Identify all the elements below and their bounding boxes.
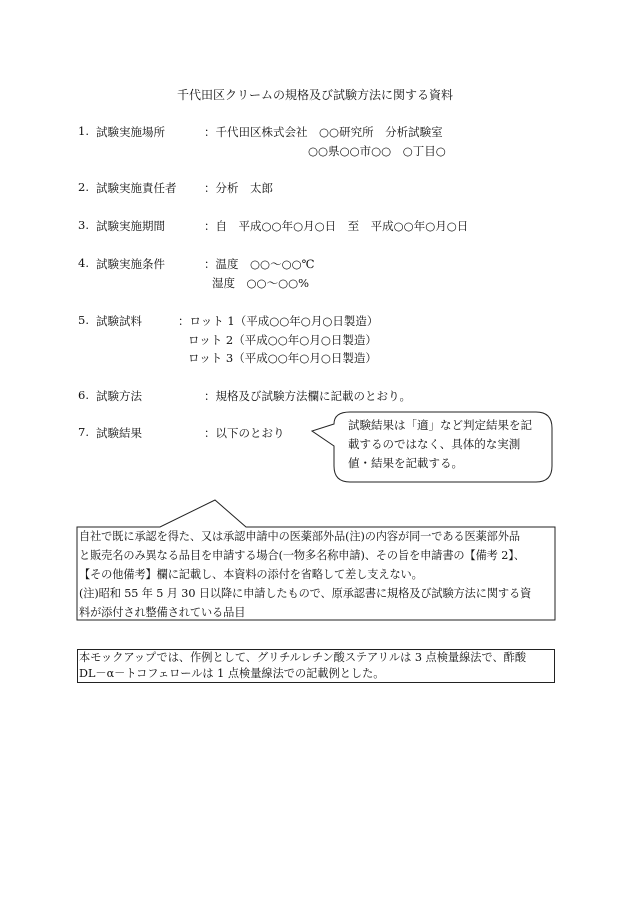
note-line: 料が添付され整備されている品目 bbox=[79, 606, 246, 619]
note-line: 自社で既に承認を得た、又は承認申請中の医薬部外品(注)の内容が同一である医薬部外品 bbox=[79, 530, 520, 543]
item-number: 5. bbox=[78, 313, 89, 327]
item-label: 試験結果 bbox=[96, 426, 142, 440]
item-value: ：以下のとおり bbox=[204, 426, 285, 440]
item-label: 試験方法 bbox=[96, 389, 142, 403]
item-number: 6. bbox=[78, 388, 89, 402]
item-value: ：規格及び試験方法欄に記載のとおり。 bbox=[204, 389, 411, 403]
note-text bbox=[79, 527, 555, 622]
item-label: 試験実施条件 bbox=[96, 257, 165, 271]
item-value: ：分析 太郎 bbox=[204, 181, 273, 195]
callout-text bbox=[348, 416, 548, 473]
item-number: 4. bbox=[78, 256, 89, 270]
item-value: ○○県○○市○○ ○丁目○ bbox=[308, 144, 446, 158]
item-number: 1. bbox=[78, 124, 89, 138]
mockup-note-line: 本モックアップでは、作例として、グリチルレチン酸ステアリルは 3 点検量線法で、酢酸 bbox=[79, 651, 527, 664]
item-label: 試験実施場所 bbox=[96, 125, 165, 139]
callout-line: 載するのではなく、具体的な実測 bbox=[348, 437, 521, 451]
item-value: ：ロット 1（平成○○年○月○日製造） bbox=[178, 314, 379, 328]
item-value: ロット 2（平成○○年○月○日製造） bbox=[188, 333, 377, 347]
item-value: 湿度 ○○～○○% bbox=[212, 276, 310, 290]
callout-line: 値・結果を記載する。 bbox=[348, 456, 463, 470]
note-line: (注)昭和 55 年 5 月 30 日以降に申請したもので、原承認書に規格及び試験方法に関する資 bbox=[79, 587, 532, 600]
callout-line: 試験結果は「適」など判定結果を記 bbox=[348, 418, 532, 432]
mockup-note-line: DL－α－トコフェロールは 1 点検量線法での記載例とした。 bbox=[79, 667, 385, 680]
item-number: 2. bbox=[78, 180, 89, 194]
item-value: ：温度 ○○～○○℃ bbox=[204, 257, 315, 271]
item-value: ：千代田区株式会社 ○○研究所 分析試験室 bbox=[204, 125, 443, 139]
item-number: 7. bbox=[78, 425, 89, 439]
mockup-note-text bbox=[79, 650, 555, 682]
item-label: 試験実施期間 bbox=[96, 219, 165, 233]
item-value: ロット 3（平成○○年○月○日製造） bbox=[188, 351, 377, 365]
item-label: 試験試料 bbox=[96, 314, 142, 328]
note-line: 【その他備考】欄に記載し、本資料の添付を省略して差し支えない。 bbox=[79, 568, 423, 581]
item-label: 試験実施責任者 bbox=[96, 181, 177, 195]
item-value: ：自 平成○○年○月○日 至 平成○○年○月○日 bbox=[204, 219, 469, 233]
item-number: 3. bbox=[78, 218, 89, 232]
note-line: と販売名のみ異なる品目を申請する場合(一物多名称申請)、その旨を申請書の【備考 2】、 bbox=[79, 549, 525, 562]
page-title: 千代田区クリームの規格及び試験方法に関する資料 bbox=[176, 88, 453, 102]
